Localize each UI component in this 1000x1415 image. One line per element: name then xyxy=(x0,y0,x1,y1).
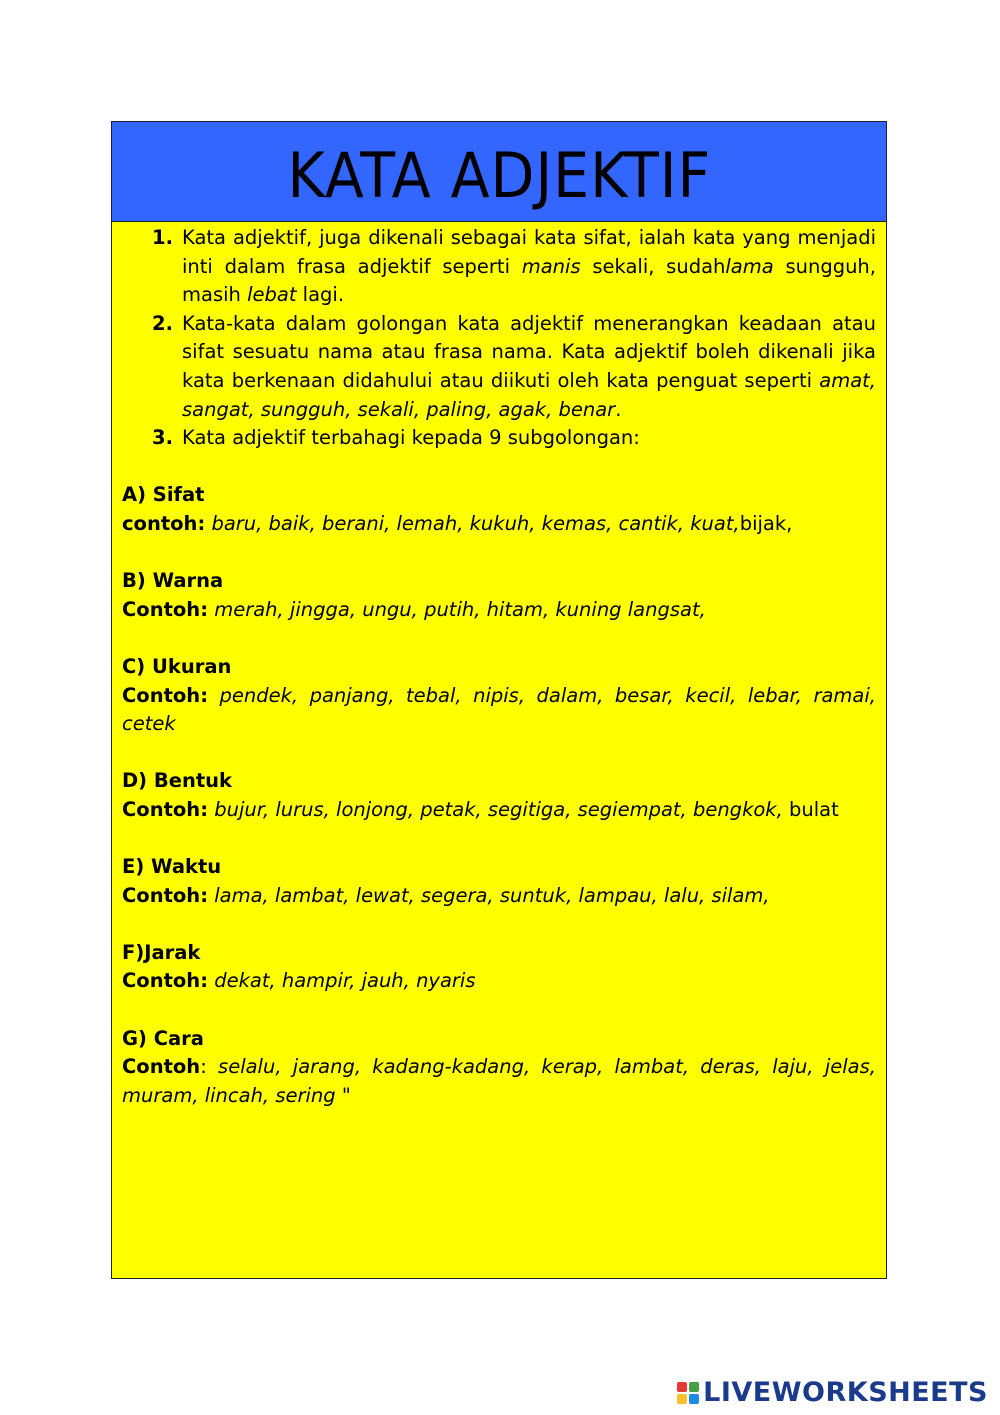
text-run: bijak, xyxy=(739,511,793,535)
liveworksheets-logo[interactable] xyxy=(677,1377,988,1408)
subgroup-section xyxy=(122,853,876,910)
text-run: Kata adjektif terbahagi kepada 9 subgolongan: xyxy=(182,426,640,450)
section-examples xyxy=(122,510,876,539)
numbered-point xyxy=(122,424,876,453)
subgroup-section xyxy=(122,939,876,996)
section-title: E) Waktu xyxy=(122,855,222,879)
numbered-point xyxy=(122,310,876,424)
section-title: D) Bentuk xyxy=(122,769,233,793)
logo-tile xyxy=(677,1382,687,1392)
example-words: merah, jingga, ungu, putih, hitam, kuning langsat, xyxy=(214,597,706,621)
example-words: manis xyxy=(521,254,581,278)
text-run: bulat xyxy=(782,797,839,821)
section-title: A) Sifat xyxy=(122,483,205,507)
example-words: lebat xyxy=(247,283,297,307)
text-run: sungguh, masih xyxy=(182,254,876,307)
example-label: Contoh: xyxy=(122,683,208,707)
example-label: Contoh: xyxy=(122,969,208,993)
subgroup-section xyxy=(122,767,876,824)
numbered-points xyxy=(122,224,876,453)
subgroup-section xyxy=(122,1025,876,1111)
subgroup-section xyxy=(122,567,876,624)
point-number: 3. xyxy=(152,426,173,450)
liveworksheets-logo-icon xyxy=(677,1382,699,1404)
logo-tile xyxy=(689,1394,699,1404)
text-run: Kata-kata dalam golongan kata adjektif menerangkan keadaan atau sifat sesuatu nama atau frasa nama. Kata adjektif boleh dikenali jika kata berkenaan didahului atau diikuti oleh kata penguat seperti xyxy=(182,311,876,392)
worksheet-card xyxy=(111,121,887,1279)
text-run: Kata adjektif, juga dikenali sebagai kata sifat, ialah kata yang menjadi inti dalam frasa adjektif seperti xyxy=(182,226,876,278)
text-run: : xyxy=(200,1055,219,1079)
text-run: sekali, sudah xyxy=(580,254,726,278)
page-title: KATA ADJEKTIF xyxy=(287,138,711,212)
text-run: " xyxy=(335,1083,351,1107)
title-bar xyxy=(112,122,886,222)
subgroup-sections xyxy=(122,481,876,1110)
section-title: G) Cara xyxy=(122,1026,204,1050)
section-examples xyxy=(122,796,876,825)
section-examples xyxy=(122,682,876,739)
section-title: F)Jarak xyxy=(122,940,201,964)
example-words: bujur, lurus, lonjong, petak, segitiga, segiempat, bengkok, xyxy=(214,797,783,821)
brand-name: LIVEWORKSHEETS xyxy=(703,1377,988,1408)
section-examples xyxy=(122,882,876,911)
example-label: contoh: xyxy=(122,511,206,535)
subgroup-section xyxy=(122,481,876,538)
example-words: selalu, jarang, kadang-kadang, kerap, lambat, deras, laju, jelas, muram, lincah, sering xyxy=(122,1055,876,1107)
section-title: B) Warna xyxy=(122,569,224,593)
section-examples xyxy=(122,1053,876,1110)
logo-tile xyxy=(677,1394,687,1404)
section-examples xyxy=(122,596,876,625)
numbered-point xyxy=(122,224,876,310)
example-words: lama xyxy=(725,254,774,278)
text-run: . xyxy=(615,397,622,421)
example-words: baru, baik, berani, lemah, kukuh, kemas, cantik, kuat, xyxy=(211,511,740,535)
text-run xyxy=(208,684,219,707)
example-words: pendek, panjang, tebal, nipis, dalam, besar, kecil, lebar, ramai, cetek xyxy=(122,683,876,736)
example-words: amat, sangat, sungguh, sekali, paling, agak, benar xyxy=(182,368,876,421)
example-label: Contoh: xyxy=(122,597,208,621)
example-label: Contoh: xyxy=(122,883,208,907)
example-label: Contoh xyxy=(122,1055,201,1079)
example-label: Contoh: xyxy=(122,797,208,821)
text-run: lagi. xyxy=(296,283,345,307)
logo-tile xyxy=(689,1382,699,1392)
worksheet-content xyxy=(112,222,886,1110)
section-examples xyxy=(122,967,876,996)
section-title: C) Ukuran xyxy=(122,654,232,678)
example-words: dekat, hampir, jauh, nyaris xyxy=(214,969,476,993)
point-number: 1. xyxy=(152,226,173,249)
example-words: lama, lambat, lewat, segera, suntuk, lampau, lalu, silam, xyxy=(214,883,770,907)
subgroup-section xyxy=(122,653,876,739)
point-number: 2. xyxy=(152,311,173,335)
